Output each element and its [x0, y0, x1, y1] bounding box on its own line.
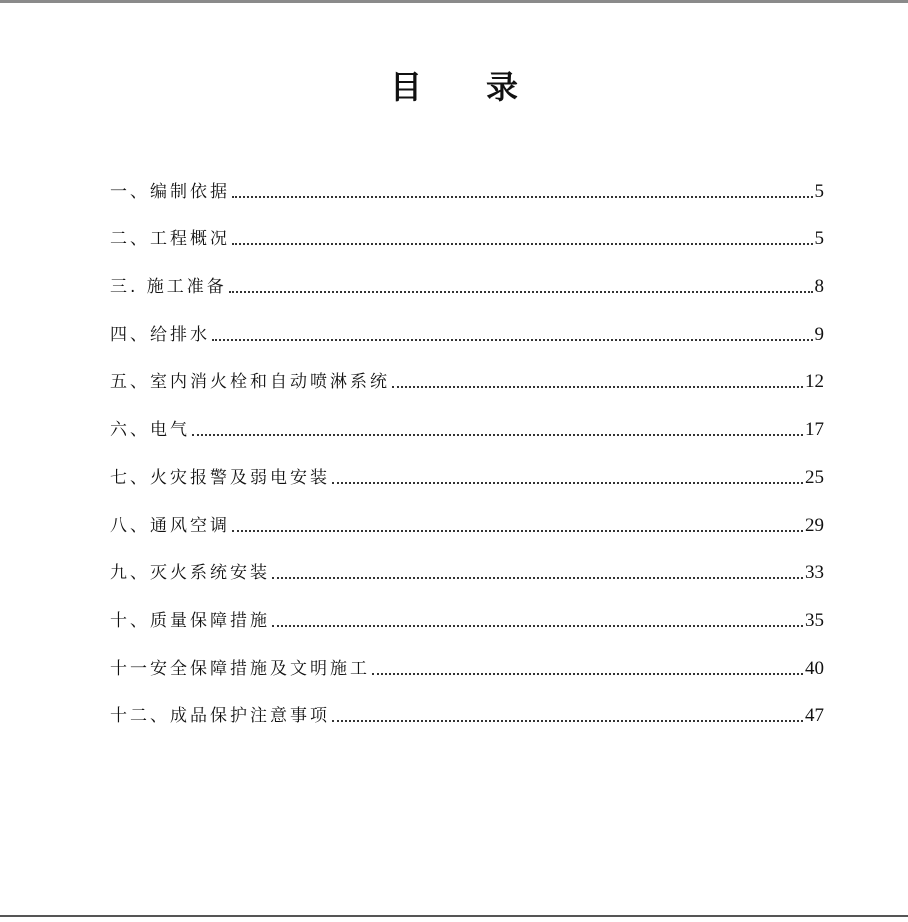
top-border [0, 0, 908, 3]
toc-entry-label: 十、质量保障措施 [110, 610, 270, 631]
toc-leader-dots [232, 243, 813, 245]
toc-leader-dots [192, 434, 803, 436]
toc-entry-9[interactable] [110, 544, 824, 592]
toc-entry-page: 12 [805, 371, 824, 393]
toc-entry-page: 5 [814, 180, 824, 202]
toc-leader-dots [332, 482, 803, 484]
toc-entry-4[interactable] [110, 305, 824, 353]
toc-entry-label: 七、火灾报警及弱电安装 [110, 467, 330, 488]
toc-entry-label: 五、室内消火栓和自动喷淋系统 [110, 372, 390, 393]
toc-entry-page: 17 [805, 419, 824, 441]
toc-entry-page: 33 [805, 562, 824, 584]
toc-entry-page: 8 [814, 276, 824, 298]
toc-leader-dots [272, 625, 803, 627]
toc-entry-label: 三. 施工准备 [110, 277, 227, 298]
toc-leader-dots [232, 530, 803, 532]
toc-entry-page: 29 [805, 514, 824, 536]
toc-entry-page: 40 [805, 657, 824, 679]
toc-leader-dots [392, 386, 803, 388]
toc-entry-3[interactable] [110, 257, 824, 305]
toc-entry-label: 八、通风空调 [110, 515, 230, 536]
toc-entry-page: 9 [814, 323, 824, 345]
toc-entry-8[interactable] [110, 496, 824, 544]
toc-leader-dots [232, 196, 813, 198]
toc-entry-label: 十二、成品保护注意事项 [110, 706, 330, 727]
toc-leader-dots [272, 577, 803, 579]
toc-entry-page: 25 [805, 466, 824, 488]
toc-entry-label: 九、灭火系统安装 [110, 563, 270, 584]
toc-entry-1[interactable] [110, 162, 824, 210]
toc-entry-label: 四、给排水 [110, 324, 210, 345]
toc-leader-dots [212, 339, 813, 341]
toc-entry-10[interactable] [110, 591, 824, 639]
toc-entry-label: 十一安全保障措施及文明施工 [110, 658, 370, 679]
toc-leader-dots [229, 291, 813, 293]
toc-entry-page: 35 [805, 609, 824, 631]
toc-entry-label: 二、工程概况 [110, 229, 230, 250]
toc-entry-label: 一、编制依据 [110, 181, 230, 202]
toc-entry-6[interactable] [110, 400, 824, 448]
toc-entry-label: 六、电气 [110, 420, 190, 441]
toc-entry-page: 5 [814, 228, 824, 250]
toc-leader-dots [332, 720, 803, 722]
bottom-border [0, 915, 908, 917]
toc-entry-2[interactable] [110, 210, 824, 258]
toc-entry-11[interactable] [110, 639, 824, 687]
toc-entry-page: 47 [805, 705, 824, 727]
title-char-2: 录 [486, 68, 519, 106]
toc-entry-5[interactable] [110, 353, 824, 401]
table-of-contents [110, 162, 824, 734]
toc-entry-12[interactable] [110, 687, 824, 735]
title-char-1: 目 [389, 68, 422, 106]
page-title [0, 60, 908, 110]
toc-leader-dots [372, 673, 803, 675]
toc-entry-7[interactable] [110, 448, 824, 496]
